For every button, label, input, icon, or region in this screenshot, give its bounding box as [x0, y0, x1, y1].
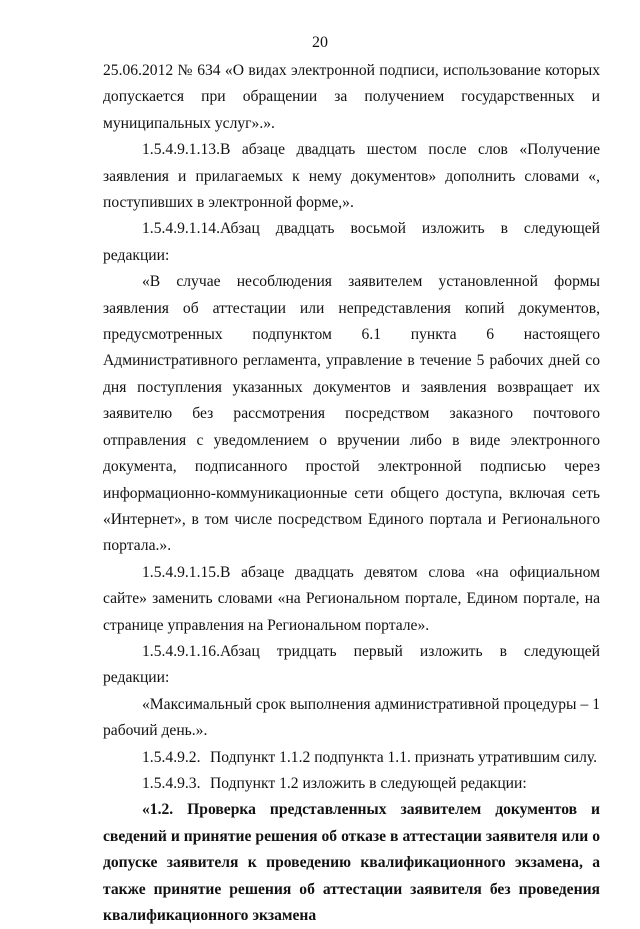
paragraph: 25.06.2012 № 634 «О видах электронной подписи, использование которых допускается при обращении за получением государственных и муниципальных услуг».».	[103, 62, 600, 132]
numbered-paragraph	[103, 745, 600, 771]
numbered-paragraph	[103, 771, 600, 797]
paragraph: 1.5.4.9.1.13.В абзаце двадцать шестом после слов «Получение заявления и прилагаемых к нему документов» дополнить словами «, поступивших в электронной форме,».	[103, 141, 600, 212]
page-number: 20	[312, 34, 328, 51]
paragraph-number: 1.5.4.9.2.	[142, 748, 201, 766]
document-body	[103, 58, 600, 929]
quoted-paragraph: «Максимальный срок выполнения административной процедуры – 1 рабочий день.».	[103, 695, 600, 740]
quoted-paragraph: «В случае несоблюдения заявителем установленной формы заявления об аттестации или непредставления копий документов, предусмотренных подпунктом 6.1 пункта 6 настоящего Административного регламента, управление в течение 5 рабочих дней со дня поступления указанных документов и заявления возвращает их заявителю без рассмотрения посредством заказного почтового отправления с уведомлением о вручении либо в виде электронного документа, подписанного простой электронной подписью через информационно-коммуникационные сети общего доступа, включая сеть «Интернет», в том числе посредством Единого портала и Регионального портала.».	[103, 273, 600, 555]
paragraph-number: 1.5.4.9.3.	[142, 774, 201, 792]
paragraph-text: Подпункт 1.2 изложить в следующей редакции:	[210, 774, 527, 792]
paragraph: 1.5.4.9.1.14.Абзац двадцать восьмой изложить в следующей редакции:	[103, 220, 600, 264]
paragraph-text: Подпункт 1.1.2 подпункта 1.1. признать утратившим силу.	[210, 748, 598, 766]
section-heading: «1.2. Проверка представленных заявителем документов и сведений и принятие решения об отказе в аттестации заявителя или о допуске заявителя к проведению квалификационного экзамена, а также принятие решения об аттестации заявителя без проведения квалификационного экзамена	[103, 801, 600, 924]
paragraph: 1.5.4.9.1.15.В абзаце двадцать девятом слова «на официальном сайте» заменить словами «на Региональном портале, Едином портале, на странице управления на Региональном портале».	[103, 563, 600, 634]
paragraph: 1.5.4.9.1.16.Абзац тридцать первый изложить в следующей редакции:	[103, 642, 600, 687]
